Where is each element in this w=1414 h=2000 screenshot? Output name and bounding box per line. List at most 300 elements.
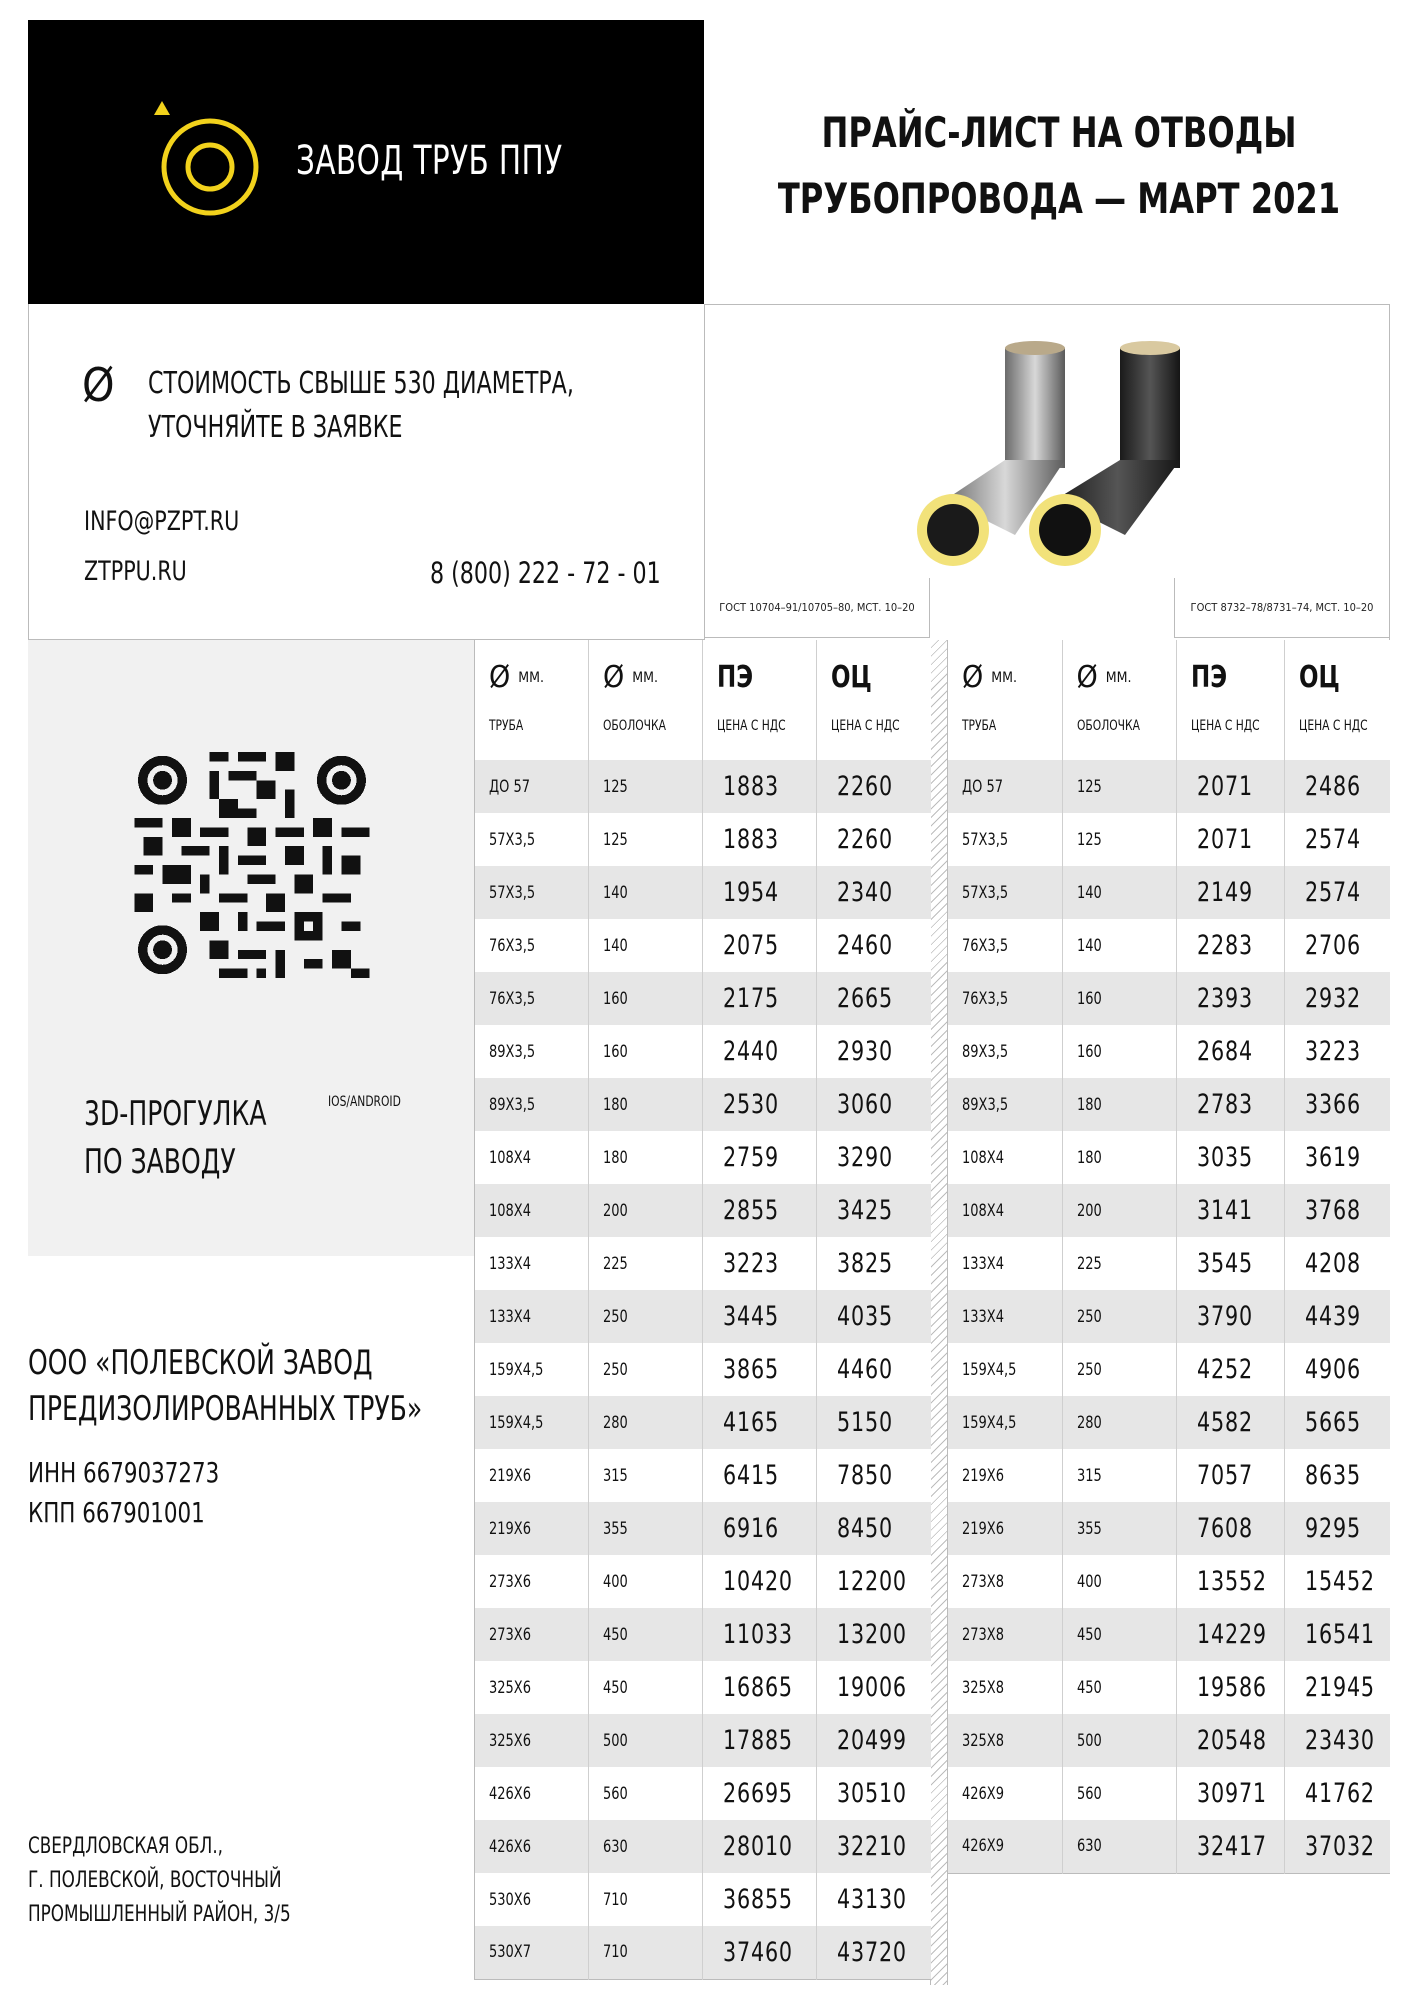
cell-price-pe [1176,1078,1284,1131]
cell-pipe [475,1025,589,1078]
table-row [475,1449,931,1502]
cell-price-oc-value: 2706 [1304,930,1361,961]
header-price-vat: ЦЕНА С НДС [1298,718,1368,734]
cell-price-oc-value: 2574 [1304,824,1361,855]
table-header [475,640,931,760]
cell-shell [589,972,703,1025]
cell-shell-value: 225 [603,1253,628,1274]
cell-price-pe [703,813,817,866]
header-price-vat: ЦЕНА С НДС [831,718,900,734]
cell-shell-value: 315 [1076,1465,1102,1486]
cell-pipe-value: 273Х6 [489,1571,531,1592]
cell-shell-value: 450 [1076,1677,1102,1698]
company-name [28,1340,422,1432]
cell-price-oc-value: 3366 [1304,1089,1361,1120]
cell-price-oc-value: 20499 [837,1725,907,1756]
cell-shell-value: 140 [1076,882,1102,903]
cell-pipe-value: 76Х3,5 [962,935,1009,956]
cell-price-oc [817,1767,931,1820]
cell-pipe [948,1131,1062,1184]
cell-price-oc-value: 19006 [837,1672,907,1703]
cell-price-pe-value: 6415 [723,1460,779,1491]
cell-price-pe [1176,866,1284,919]
cell-pipe-value: 57Х3,5 [962,829,1009,850]
cell-price-oc-value: 3425 [837,1195,893,1226]
cell-pipe [948,1767,1062,1820]
cell-shell [589,1820,703,1873]
cell-price-pe [703,1396,817,1449]
table-row [948,1396,1390,1449]
cell-pipe-value: 273Х6 [489,1624,531,1645]
table-row [948,1343,1390,1396]
cell-shell-value: 160 [1076,1041,1102,1062]
cell-shell-value: 315 [603,1465,628,1486]
cell-price-oc [1284,1078,1390,1131]
cell-shell-value: 180 [1076,1094,1102,1115]
cell-price-oc [1284,1661,1390,1714]
cell-pipe-value: 76Х3,5 [962,988,1009,1009]
table-header [948,640,1390,760]
cell-shell-value: 450 [603,1677,628,1698]
cell-pipe-value: ДО 57 [962,776,1004,797]
cell-pipe-value: 57Х3,5 [489,882,536,903]
tour-line-1: 3D-ПРОГУЛКА [84,1094,267,1134]
table-row [948,1237,1390,1290]
table-row [948,1449,1390,1502]
cell-price-pe-value: 2783 [1196,1089,1253,1120]
cell-price-pe [703,760,817,813]
cell-price-oc-value: 4208 [1304,1248,1361,1279]
cell-shell [589,1661,703,1714]
cell-pipe [475,1131,589,1184]
cell-price-oc [1284,1502,1390,1555]
cell-shell [1062,760,1176,813]
company-inn: ИНН 6679037273 [28,1456,220,1489]
cell-price-pe [1176,1396,1284,1449]
title-line-1: ПРАЙС-ЛИСТ НА ОТВОДЫ [821,108,1297,157]
cell-pipe [475,1343,589,1396]
cell-price-oc-value: 2460 [837,930,893,961]
cell-shell [1062,1396,1176,1449]
cell-price-pe [703,1025,817,1078]
table-row [948,1714,1390,1767]
cell-pipe [475,1767,589,1820]
table-row [948,1131,1390,1184]
cell-price-pe [703,1926,817,1979]
cell-price-oc-value: 8635 [1304,1460,1361,1491]
cell-price-pe [703,1290,817,1343]
cell-price-oc [1284,1131,1390,1184]
table-row [948,1025,1390,1078]
pipe-elbows-image [905,330,1245,590]
cell-price-oc [1284,1449,1390,1502]
table-row [475,813,931,866]
header-mm: ММ. [1105,670,1132,686]
cell-pipe [948,1237,1062,1290]
cell-pipe [948,866,1062,919]
cell-price-pe [1176,1502,1284,1555]
cell-price-oc-value: 2340 [837,877,893,908]
cell-price-oc-value: 8450 [837,1513,893,1544]
cell-price-pe-value: 13552 [1196,1566,1267,1597]
cell-shell [589,1767,703,1820]
cell-price-pe [1176,1661,1284,1714]
note-line-2: УТОЧНЯЙТЕ В ЗАЯВКЕ [148,410,403,445]
cell-price-oc [1284,1608,1390,1661]
header-oc-label: ОЦ [1298,660,1340,695]
cell-shell [1062,1237,1176,1290]
cell-price-pe-value: 2075 [723,930,779,961]
cell-shell [1062,866,1176,919]
table-row [475,1184,931,1237]
cell-shell-value: 125 [603,776,628,797]
cell-price-oc [817,1078,931,1131]
cell-price-pe [1176,1767,1284,1820]
cell-shell-value: 710 [603,1942,628,1963]
cell-pipe [475,1608,589,1661]
cell-shell [1062,1449,1176,1502]
cell-shell [1062,1714,1176,1767]
cell-price-pe-value: 30971 [1196,1778,1267,1809]
title-line-2: ТРУБОПРОВОДА — МАРТ 2021 [777,174,1341,223]
cell-shell [589,1502,703,1555]
cell-price-oc [817,1396,931,1449]
website-link[interactable]: ZTPPU.RU [84,556,187,587]
cell-price-pe [1176,1820,1284,1873]
header-mm: ММ. [518,670,544,686]
cell-shell-value: 560 [1076,1783,1102,1804]
cell-price-oc [1284,1184,1390,1237]
cell-pipe-value: 325Х8 [962,1730,1004,1751]
cell-price-pe [1176,919,1284,972]
cell-price-oc-value: 32210 [837,1831,907,1862]
cell-price-pe-value: 28010 [723,1831,793,1862]
cell-price-pe-value: 14229 [1196,1619,1267,1650]
cell-price-pe [1176,1237,1284,1290]
header-price-vat: ЦЕНА С НДС [717,718,786,734]
cell-shell [589,1608,703,1661]
cell-price-oc [817,919,931,972]
ring-logo-icon [140,95,280,235]
cell-price-oc [1284,1396,1390,1449]
cell-price-pe-value: 3035 [1196,1142,1253,1173]
cell-price-oc [817,1502,931,1555]
cell-price-pe [1176,1290,1284,1343]
cell-price-oc-value: 3060 [837,1089,893,1120]
header-oc [1284,640,1390,760]
cell-price-pe-value: 19586 [1196,1672,1267,1703]
cell-price-oc-value: 4035 [837,1301,893,1332]
price-table-gost-8732 [948,640,1390,1874]
cell-price-oc [1284,1714,1390,1767]
cell-price-pe [703,972,817,1025]
cell-pipe [475,1926,589,1979]
cell-pipe [948,1025,1062,1078]
cell-pipe [475,1078,589,1131]
cell-price-oc [817,1714,931,1767]
cell-price-oc-value: 4906 [1304,1354,1361,1385]
cell-shell-value: 500 [603,1730,628,1751]
cell-shell [589,1184,703,1237]
cell-pipe [948,1290,1062,1343]
cell-price-oc-value: 2930 [837,1036,893,1067]
cell-price-pe [703,1820,817,1873]
cell-shell [589,1555,703,1608]
cell-price-oc [817,1873,931,1926]
cell-pipe-value: 76Х3,5 [489,935,536,956]
cell-shell [589,1343,703,1396]
table-row [475,1502,931,1555]
cell-price-pe-value: 37460 [723,1936,793,1968]
cell-price-pe [1176,1449,1284,1502]
cell-price-pe [703,1237,817,1290]
cell-shell-value: 160 [603,988,628,1009]
cell-price-pe [703,1873,817,1926]
cell-price-oc [1284,1343,1390,1396]
cell-pipe [475,1290,589,1343]
cell-price-oc [1284,1290,1390,1343]
cell-price-pe [703,1343,817,1396]
cell-pipe-value: 108Х4 [962,1147,1004,1168]
cell-price-pe-value: 2283 [1196,930,1253,961]
cell-shell-value: 450 [603,1624,628,1645]
cell-shell-value: 125 [1076,776,1102,797]
cell-price-pe [703,1555,817,1608]
cell-price-pe-value: 2759 [723,1142,779,1173]
cell-pipe-value: 57Х3,5 [962,882,1009,903]
cell-price-oc [817,1290,931,1343]
email-link[interactable]: INFO@PZPT.RU [84,506,240,537]
cell-pipe [475,1396,589,1449]
cell-price-pe [1176,1025,1284,1078]
cell-pipe-value: 89Х3,5 [489,1041,536,1062]
cell-pipe [475,1820,589,1873]
table-row [475,1290,931,1343]
cell-pipe [948,1714,1062,1767]
cell-price-oc [817,1184,931,1237]
cell-price-pe-value: 3790 [1196,1301,1253,1332]
header-pipe [475,640,589,760]
diameter-icon: Ø [962,660,984,695]
cell-pipe [475,1555,589,1608]
cell-shell [1062,1820,1176,1873]
table-row [475,1873,931,1926]
cell-pipe [948,1396,1062,1449]
cell-pipe [475,919,589,972]
cell-pipe-value: 108Х4 [489,1200,531,1221]
cell-shell-value: 160 [603,1041,628,1062]
cell-pipe-value: 273Х8 [962,1624,1004,1645]
table-row [475,866,931,919]
cell-shell-value: 250 [603,1306,628,1327]
cell-price-pe [1176,1608,1284,1661]
cell-pipe-value: 219Х6 [962,1518,1004,1539]
table-row [475,1078,931,1131]
phone-number[interactable]: 8 (800) 222 - 72 - 01 [430,556,661,590]
cell-price-pe-value: 4165 [723,1407,779,1438]
cell-price-oc [817,1131,931,1184]
table-row [948,813,1390,866]
cell-shell-value: 400 [1076,1571,1102,1592]
cell-price-oc-value: 43130 [837,1884,907,1915]
cell-price-oc-value: 2260 [837,771,893,802]
cell-price-oc-value: 2932 [1304,983,1361,1014]
cell-price-pe [703,1714,817,1767]
table-row [948,1608,1390,1661]
cell-price-pe [1176,1131,1284,1184]
cell-pipe-value: 325Х6 [489,1677,531,1698]
cell-price-oc [817,813,931,866]
cell-pipe [948,919,1062,972]
cell-price-oc [1284,1025,1390,1078]
cell-pipe-value: 89Х3,5 [489,1094,536,1115]
cell-price-pe-value: 1954 [723,877,779,908]
cell-price-pe-value: 2071 [1196,771,1253,802]
cell-price-pe-value: 6916 [723,1513,779,1544]
diameter-icon: Ø [603,660,625,695]
cell-shell-value: 560 [603,1783,628,1804]
cell-shell-value: 125 [1076,829,1102,850]
table-row [475,1396,931,1449]
cell-price-pe [703,1449,817,1502]
cell-pipe [948,1608,1062,1661]
table-row [475,1661,931,1714]
table-row [475,1608,931,1661]
header-pipe-label: ТРУБА [489,718,524,734]
qr-code[interactable] [134,752,370,978]
cell-shell [589,1449,703,1502]
cell-price-oc [1284,972,1390,1025]
cell-pipe [475,1449,589,1502]
cell-price-oc [817,1820,931,1873]
table-row [948,919,1390,972]
header-shell [589,640,703,760]
cell-pipe-value: 108Х4 [489,1147,531,1168]
cell-price-pe [703,919,817,972]
cell-pipe [948,760,1062,813]
cell-price-oc [1284,919,1390,972]
cell-pipe [475,760,589,813]
brand-name: ЗАВОД ТРУБ ППУ [296,138,563,184]
cell-price-pe-value: 17885 [723,1725,793,1756]
table-row [475,760,931,813]
table-row [475,1926,931,1979]
cell-price-oc-value: 21945 [1304,1672,1375,1703]
cell-pipe-value: 159Х4,5 [962,1359,1017,1380]
cell-price-pe-value: 20548 [1196,1725,1267,1756]
cell-shell-value: 180 [1076,1147,1102,1168]
cell-price-pe [1176,972,1284,1025]
cell-price-oc-value: 15452 [1304,1566,1375,1597]
cell-shell-value: 225 [1076,1253,1102,1274]
cell-price-pe-value: 26695 [723,1778,793,1809]
cell-shell-value: 160 [1076,988,1102,1009]
cell-shell [1062,919,1176,972]
cell-pipe-value: 325Х8 [962,1677,1004,1698]
cell-price-oc [817,1661,931,1714]
cell-shell-value: 250 [1076,1359,1102,1380]
cell-price-pe-value: 2530 [723,1089,779,1120]
cell-pipe-value: 133Х4 [489,1306,531,1327]
cell-shell [1062,1078,1176,1131]
cell-shell [1062,1184,1176,1237]
cell-price-pe-value: 4582 [1196,1407,1253,1438]
cell-price-oc [817,1237,931,1290]
header-oc-label: ОЦ [831,660,872,695]
cell-price-oc [817,1025,931,1078]
cell-shell [589,1290,703,1343]
cell-pipe-value: 426Х9 [962,1783,1004,1804]
cell-price-oc [817,866,931,919]
cell-pipe-value: 426Х6 [489,1836,531,1857]
company-name-line-1: ООО «ПОЛЕВСКОЙ ЗАВОД [28,1343,373,1383]
cell-price-pe [703,1608,817,1661]
table-row [948,1661,1390,1714]
cell-price-oc-value: 2665 [837,983,893,1014]
table-divider [930,640,948,1985]
address-line-3: ПРОМЫШЛЕННЫЙ РАЙОН, 3/5 [28,1902,291,1927]
cell-price-oc [1284,813,1390,866]
gost-right-label: ГОСТ 8732–78/8731–74, МСТ. 10–20 [1174,578,1390,638]
table-row [475,1767,931,1820]
header-pe-label: ПЭ [717,660,754,695]
cell-price-oc-value: 30510 [837,1778,907,1809]
cell-shell [1062,1502,1176,1555]
cell-price-oc-value: 3223 [1304,1036,1361,1067]
cell-pipe-value: 76Х3,5 [489,988,536,1009]
cell-price-pe [1176,813,1284,866]
cell-price-pe-value: 10420 [723,1566,793,1597]
cell-price-oc-value: 41762 [1304,1778,1375,1809]
cell-pipe-value: 133Х4 [489,1253,531,1274]
cell-shell [1062,972,1176,1025]
cell-pipe [948,1449,1062,1502]
cell-shell-value: 180 [603,1094,628,1115]
cell-price-oc-value: 12200 [837,1566,907,1597]
header-pe-label: ПЭ [1190,660,1227,695]
cell-shell [589,1396,703,1449]
cell-price-oc-value: 3290 [837,1142,893,1173]
table-row [948,1502,1390,1555]
page-title [757,100,1361,232]
cell-shell-value: 140 [603,935,628,956]
cell-pipe [475,1502,589,1555]
cell-price-pe [1176,760,1284,813]
cell-pipe [948,1078,1062,1131]
table-row [475,1820,931,1873]
cell-shell-value: 280 [603,1412,628,1433]
cell-shell-value: 200 [1076,1200,1102,1221]
cell-pipe [475,1661,589,1714]
cell-price-pe [1176,1555,1284,1608]
cell-pipe-value: 159Х4,5 [489,1359,544,1380]
cell-pipe-value: 108Х4 [962,1200,1004,1221]
cell-pipe-value: ДО 57 [489,776,531,797]
cell-shell-value: 710 [603,1889,628,1910]
table-row [948,1555,1390,1608]
cell-pipe-value: 219Х6 [962,1465,1004,1486]
cell-shell-value: 200 [603,1200,628,1221]
cell-pipe-value: 530Х7 [489,1942,531,1963]
cell-shell-value: 180 [603,1147,628,1168]
cell-shell [589,1714,703,1767]
address-line-2: Г. ПОЛЕВСКОЙ, ВОСТОЧНЫЙ [28,1868,282,1893]
cell-pipe-value: 159Х4,5 [489,1412,544,1433]
cell-pipe [948,1555,1062,1608]
cell-shell [589,866,703,919]
cell-price-oc-value: 3619 [1304,1142,1361,1173]
cell-shell-value: 355 [603,1518,628,1539]
